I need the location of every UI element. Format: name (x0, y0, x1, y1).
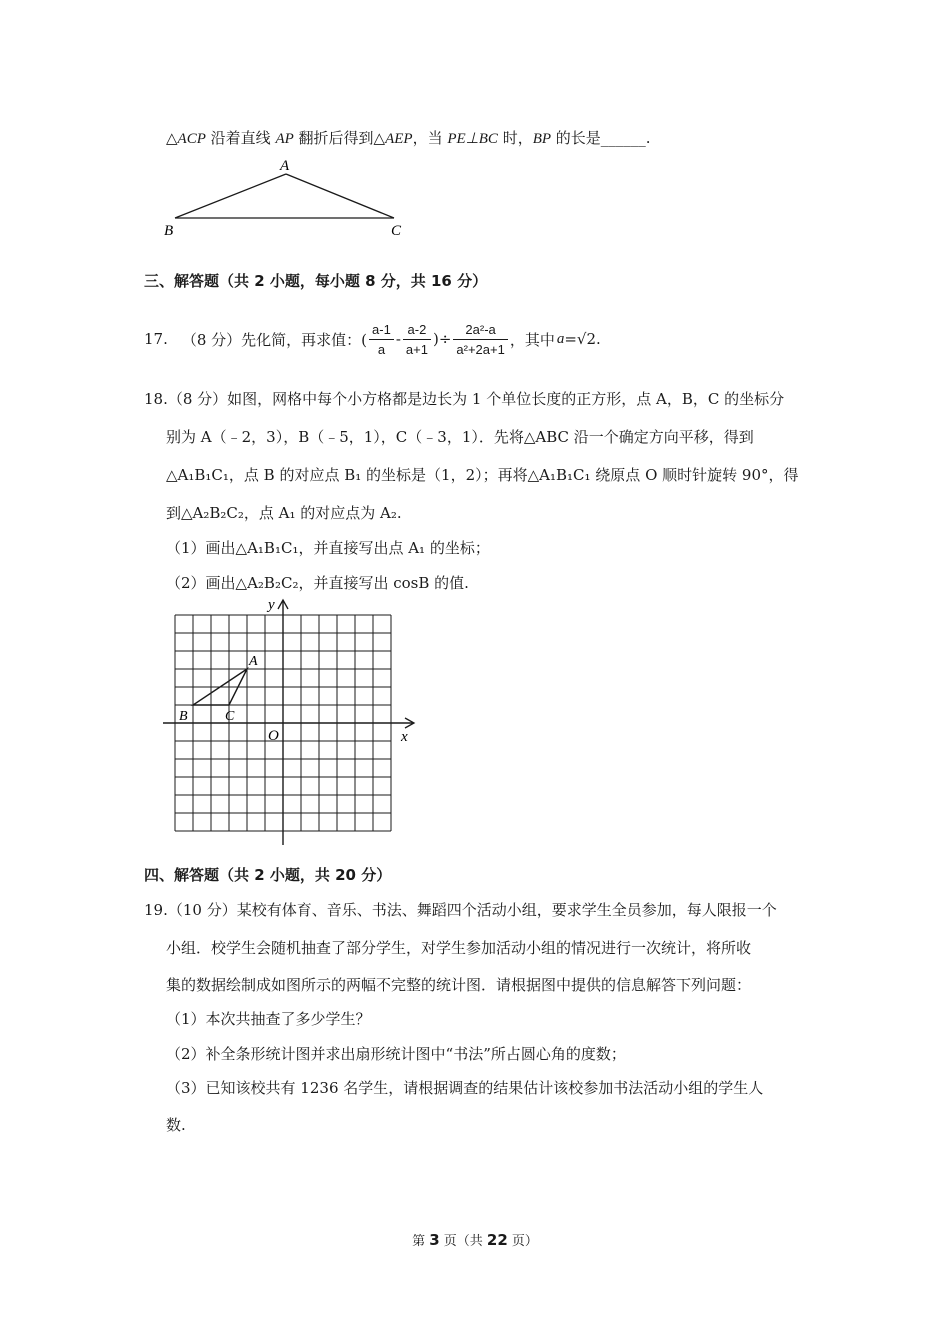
q17-number: 17. (144, 330, 168, 348)
q16-bp: BP (532, 131, 552, 147)
q17-minus: - (395, 330, 401, 348)
point-label-a: A (249, 654, 258, 669)
q16-pe-bc: PE⊥BC (447, 131, 498, 147)
footer-total-pages: 22 (486, 1231, 508, 1249)
q16-seg: 翻折后得到△ (293, 129, 386, 147)
q18-line3: △A₁B₁C₁，点 B 的对应点 B₁ 的坐标是（1，2）；再将△A₁B₁C₁ 绕原点 O 顺时针旋转 90°，得 (166, 466, 799, 484)
q17 (144, 314, 601, 364)
q16-acp: ACP (177, 131, 206, 147)
point-label-c: C (225, 709, 235, 724)
triangle-side-ac (286, 174, 394, 218)
page-footer (0, 1230, 950, 1249)
q19-part3-line2: 数. (166, 1116, 186, 1134)
point-label-b: B (179, 709, 188, 724)
triangle-side-ab (175, 174, 286, 218)
q19-part2: （2）补全条形统计图并求出扇形统计图中“书法”所占圆心角的度数； (166, 1045, 626, 1063)
triangle-figure (158, 155, 418, 240)
q17-prefix: （8 分）先化简，再求值：( (181, 330, 368, 349)
footer-mid: 页（共 (439, 1234, 487, 1249)
q17-suffix: ，其中 (509, 330, 555, 349)
q17-frac1-den: a (377, 341, 386, 357)
triangle-label-a: A (280, 158, 290, 174)
q16-ap: AP (275, 131, 294, 147)
q19-line1: 19.（10 分）某校有体育、音乐、书法、舞蹈四个活动小组，要求学生全员参加，每人限报一个 (144, 901, 777, 919)
coordinate-grid-figure (155, 595, 425, 850)
q17-close-div: )÷ (432, 330, 452, 348)
q17-var: a (556, 330, 565, 347)
q18-part1: （1）画出△A₁B₁C₁，并直接写出点 A₁ 的坐标； (166, 539, 490, 557)
footer-pre: 第 (412, 1234, 430, 1249)
q16-seg: △ (166, 129, 178, 147)
q16-seg: 沿着直线 (205, 129, 276, 147)
q19-part1: （1）本次共抽查了多少学生？ (166, 1010, 371, 1028)
origin-label: O (268, 728, 279, 744)
q19-line3: 集的数据绘制成如图所示的两幅不完整的统计图．请根据图中提供的信息解答下列问题： (166, 976, 752, 994)
q16-text (166, 127, 651, 148)
q17-fraction-3 (453, 322, 507, 357)
q17-fraction-2 (403, 322, 431, 357)
q17-frac3-num: 2a²-a (453, 322, 507, 340)
q17-frac1-num: a-1 (369, 322, 394, 340)
x-axis-label: x (401, 729, 408, 745)
section3-title: 三、解答题（共 2 小题，每小题 8 分，共 16 分） (144, 272, 488, 290)
q17-frac3-den: a²+2a+1 (456, 341, 505, 357)
footer-page-number: 3 (429, 1231, 440, 1249)
q16-seg: ，当 (412, 129, 448, 147)
q18-line1: 18.（8 分）如图，网格中每个小方格都是边长为 1 个单位长度的正方形，点 A，B，C 的坐标分 (144, 390, 785, 408)
q16-seg: 的长是______. (551, 129, 651, 147)
q18-part2: （2）画出△A₂B₂C₂，并直接写出 cosB 的值. (166, 574, 469, 592)
triangle-label-b: B (164, 223, 174, 239)
q16-aep: AEP (385, 131, 413, 147)
q17-frac2-num: a-2 (403, 322, 431, 340)
q19-line2: 小组．校学生会随机抽查了部分学生，对学生参加活动小组的情况进行一次统计，将所收 (166, 939, 752, 957)
q17-fraction-1 (369, 322, 394, 357)
q17-eq: =√2. (564, 330, 601, 348)
triangle-label-c: C (391, 223, 402, 239)
q18-line2: 别为 A（﹣2，3），B（﹣5，1），C（﹣3，1）．先将△ABC 沿一个确定方向平移，得到 (166, 428, 754, 446)
q17-frac2-den: a+1 (405, 341, 428, 357)
q19-part3-line1: （3）已知该校共有 1236 名学生，请根据调查的结果估计该校参加书法活动小组的学生人 (166, 1079, 764, 1097)
y-axis-label: y (268, 597, 275, 613)
footer-post: 页） (507, 1234, 538, 1249)
q16-seg: 时， (497, 129, 533, 147)
q18-line4: 到△A₂B₂C₂，点 A₁ 的对应点为 A₂. (166, 504, 402, 522)
section4-title: 四、解答题（共 2 小题，共 20 分） (144, 866, 392, 884)
